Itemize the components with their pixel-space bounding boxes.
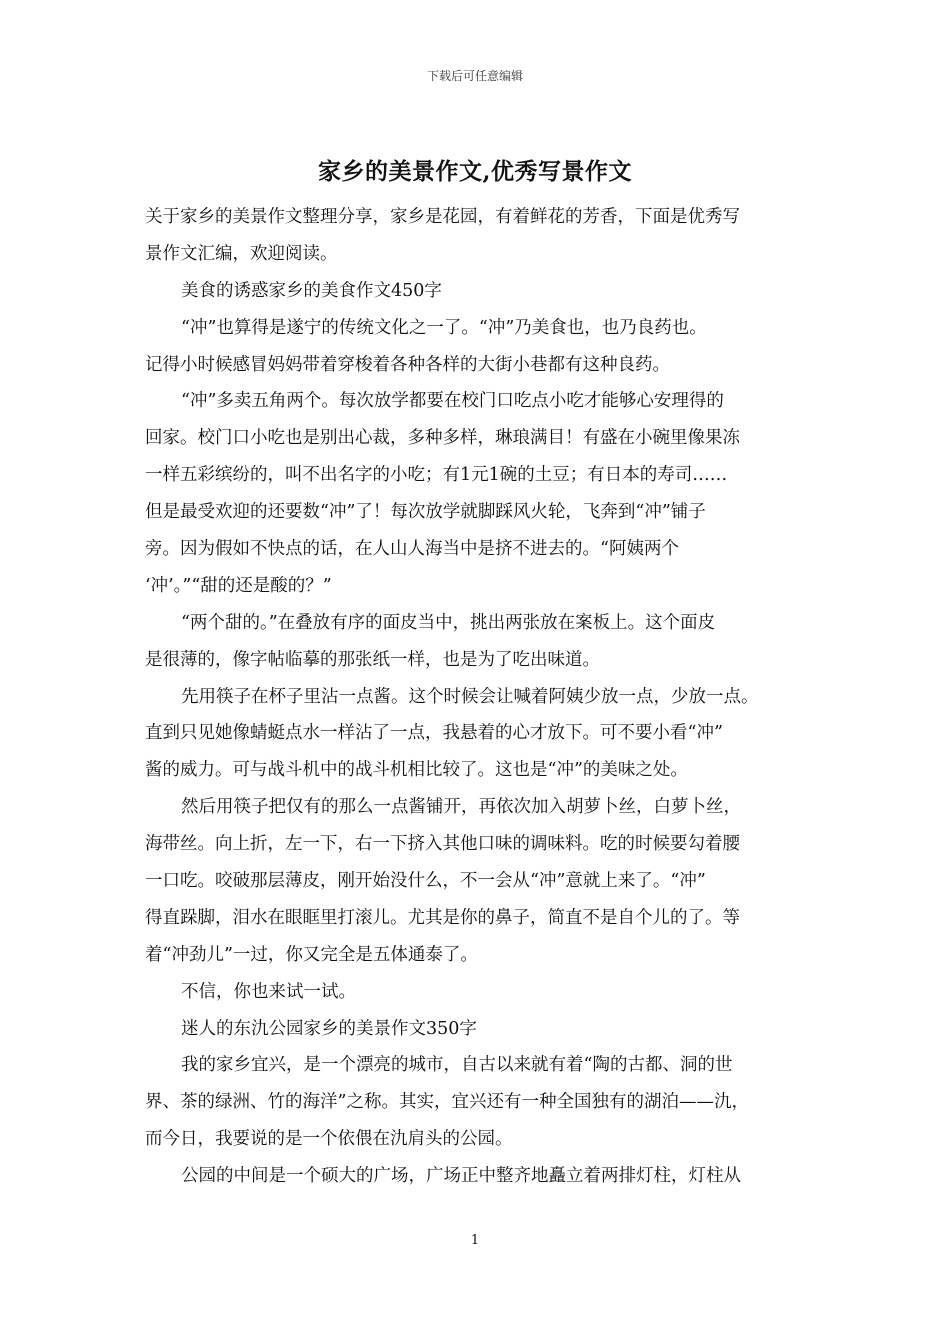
text-line: 公园的中间是一个硕大的广场，广场正中整齐地矗立着两排灯柱，灯柱从: [181, 1166, 741, 1187]
text-line: ‘冲’。”“甜的还是酸的？”: [145, 575, 332, 596]
text-line: 关于家乡的美景作文整理分享，家乡是花园，有着鲜花的芳香，下面是优秀写: [145, 207, 740, 227]
text-line: 迷人的东氿公园家乡的美景作文350字: [181, 1018, 477, 1039]
text-line: “冲”多卖五角两个。每次放学都要在校门口吃点小吃才能够心安理得的: [181, 391, 724, 412]
document-title: 家乡的美景作文,优秀写景作文: [317, 158, 632, 185]
text-line: 旁。因为假如不快点的话，在人山人海当中是挤不进去的。“阿姨两个: [145, 539, 679, 560]
text-line: 海带丝。向上折，左一下，右一下挤入其他口味的调味料。吃的时候要勾着腰: [145, 834, 740, 855]
text-line: 界、茶的绿洲、竹的海洋”之称。其实，宜兴还有一种全国独有的湖泊——氿，: [145, 1092, 749, 1113]
text-line: 不信，你也来试一试。: [181, 981, 356, 1002]
text-line: 一口吃。咬破那层薄皮，刚开始没什么，不一会从“冲”意就上来了。“冲”: [145, 871, 706, 892]
text-line: 得直跺脚，泪水在眼眶里打滚儿。尤其是你的鼻子，简直不是自个儿的了。等: [145, 907, 740, 928]
text-line: “冲”也算得是遂宁的传统文化之一了。“冲”乃美食也，也乃良药也。: [181, 317, 707, 338]
text-line: 但是最受欢迎的还要数“冲”了！每次放学就脚踩风火轮，飞奔到“冲”铺子: [145, 502, 706, 523]
text-line: 记得小时候感冒妈妈带着穿梭着各种各样的大街小巷都有这种良药。: [145, 354, 670, 375]
text-line: 然后用筷子把仅有的那么一点酱铺开，再依次加入胡萝卜丝，白萝卜丝，: [181, 797, 741, 818]
text-line: 酱的威力。可与战斗机中的战斗机相比较了。这也是“冲”的美味之处。: [145, 760, 688, 781]
header-note: 下载后可任意编辑: [426, 69, 523, 83]
text-line: 着“冲劲儿”一过，你又完全是五体通泰了。: [145, 944, 478, 965]
text-line: 美食的诱惑家乡的美食作文450字: [181, 280, 442, 301]
text-line: 而今日，我要说的是一个依偎在氿肩头的公园。: [145, 1129, 513, 1150]
text-line: 景作文汇编，欢迎阅读。: [145, 243, 338, 264]
text-line: 回家。校门口小吃也是别出心裁，多种多样，琳琅满目！有盛在小碗里像果冻: [145, 428, 740, 449]
text-line: 直到只见她像蜻蜓点水一样沾了一点，我悬着的心才放下。可不要小看“冲”: [145, 723, 723, 744]
text-line: 我的家乡宜兴，是一个漂亮的城市，自古以来就有着“陶的古都、洞的世: [181, 1055, 733, 1076]
text-line: 一样五彩缤纷的，叫不出名字的小吃；有1元1碗的土豆；有日本的寿司……: [145, 465, 728, 486]
text-line: 先用筷子在杯子里沾一点酱。这个时候会让喊着阿姨少放一点，少放一点。: [181, 686, 759, 707]
document-body: [145, 199, 807, 1195]
text-line: 是很薄的，像字帖临摹的那张纸一样，也是为了吃出味道。: [145, 649, 600, 670]
page-number: 1: [470, 1233, 480, 1248]
text-line: “两个甜的。”在叠放有序的面皮当中，挑出两张放在案板上。这个面皮: [181, 612, 716, 633]
